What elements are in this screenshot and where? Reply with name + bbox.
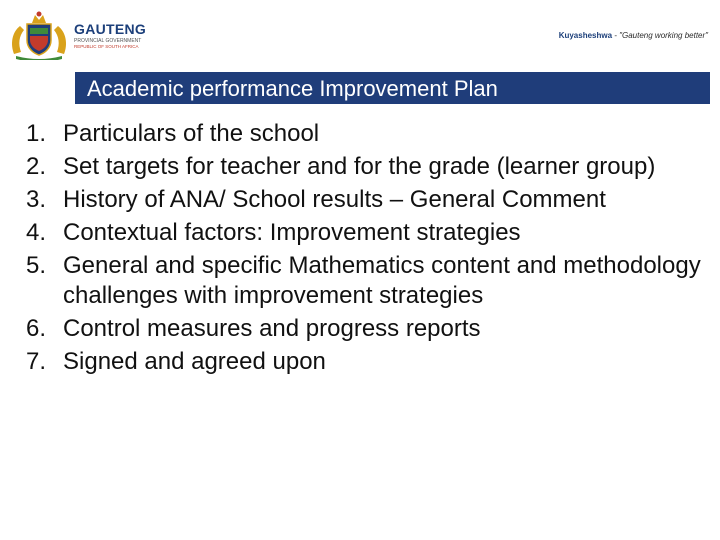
- list-item: [26, 347, 712, 377]
- list-item-text: Particulars of the school: [63, 120, 320, 147]
- list-item: [26, 152, 712, 182]
- list-item-text: History of ANA/ School results – General Comment: [63, 186, 606, 213]
- list-item-text: Signed and agreed upon: [63, 348, 326, 375]
- tagline: [559, 31, 708, 40]
- list-item: [26, 251, 712, 311]
- title-bar: [75, 72, 710, 104]
- list-item-number: 5.: [26, 252, 47, 279]
- list-item: [26, 185, 712, 215]
- tagline-slogan: - "Gauteng working better": [612, 31, 708, 40]
- brand-subtitle: PROVINCIAL GOVERNMENT: [74, 38, 142, 44]
- list-item-text: General and specific Mathematics content and methodology challenges with improvement strategies: [63, 252, 701, 309]
- list-item-number: 4.: [26, 219, 47, 246]
- list-item: [26, 314, 712, 344]
- list-item: [26, 119, 712, 149]
- brand-text: [74, 22, 146, 49]
- tagline-brand: Kuyasheshwa: [558, 31, 613, 40]
- slide-title: Academic performance Improvement Plan: [87, 76, 498, 101]
- coat-of-arms-icon: [8, 10, 70, 60]
- brand-country: REPUBLIC OF SOUTH AFRICA: [74, 44, 139, 49]
- list-item-number: 2.: [26, 153, 47, 180]
- list-item-number: 6.: [26, 315, 47, 342]
- list-item: [26, 218, 712, 248]
- list-item-text: Set targets for teacher and for the grade (learner group): [63, 153, 656, 180]
- gauteng-logo: [8, 10, 148, 60]
- list-item-text: Contextual factors: Improvement strategies: [63, 219, 521, 246]
- list-item-number: 3.: [26, 186, 47, 213]
- list-item-number: 1.: [26, 120, 47, 147]
- brand-name: GAUTENG: [74, 21, 147, 37]
- list-item-number: 7.: [26, 348, 47, 375]
- list-item-text: Control measures and progress reports: [63, 315, 481, 342]
- numbered-list: [26, 119, 712, 380]
- slide-header: [0, 0, 720, 70]
